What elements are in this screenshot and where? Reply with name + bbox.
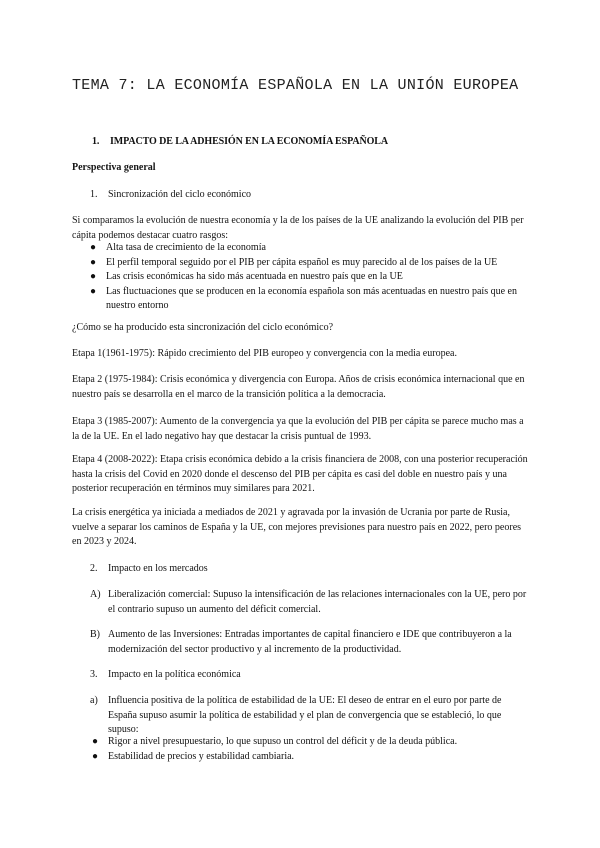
question-paragraph: ¿Cómo se ha producido esta sincronización del ciclo económico?	[72, 322, 334, 333]
etapa-1: Etapa 1(1961-1975): Rápido crecimiento del PIB europeo y convergencia con la media europea.	[72, 348, 457, 359]
numbered-heading-1	[90, 188, 251, 203]
etapa-2: Etapa 2 (1975-1984): Crisis económica y divergencia con Europa. Años de crisis económica internacional que en nuestro país se desarrolla en el marco de la transición política a la democracia.	[72, 374, 525, 400]
item-number: 3.	[90, 669, 98, 680]
list-item: ● Las crisis económicas ha sido más acentuada en nuestro país que en la UE	[88, 270, 530, 285]
bullet-icon: ●	[92, 736, 99, 747]
list-item: ● Estabilidad de precios y estabilidad cambiaria.	[90, 750, 532, 765]
lettered-item-a	[90, 694, 530, 738]
bullet-list-rasgos	[88, 241, 530, 314]
numbered-heading-3	[90, 668, 241, 683]
section-number: 1.	[92, 136, 100, 147]
section-heading-text: IMPACTO DE LA ADHESIÓN EN LA ECONOMÍA ESPAÑOLA	[110, 136, 388, 147]
bullet-icon: ●	[90, 256, 97, 268]
etapa-4: Etapa 4 (2008-2022): Etapa crisis económica debido a la crisis financiera de 2008, con una posterior recuperación hasta la crisis del Covid en 2020 donde el descenso del PIB per cápita es casi del doble en nuestro país y una posterior recuperación en términos muy similares para 2021.	[72, 454, 528, 494]
bullet-icon: ●	[90, 285, 97, 297]
list-item: ● Las fluctuaciones que se producen en la economía española son más acentuadas en nuestro país que en nuestro entorno	[90, 285, 517, 311]
item-text: Influencia positiva de la política de estabilidad de la UE: El deseo de entrar en el euro por parte de España supuso asumir la política de estabilidad y el plan de convergencia que se estableció, lo que supuso:	[108, 695, 502, 735]
list-item: ● Rigor a nivel presupuestario, lo que supuso un control del déficit y de la deuda pública.	[90, 735, 532, 750]
intro-paragraph: Si comparamos la evolución de nuestra economía y la de los países de la UE analizando la evolución del PIB per cápita podemos destacar cuatro rasgos:	[72, 215, 524, 241]
lettered-item-B	[90, 628, 530, 657]
lettered-item-A	[90, 588, 530, 617]
numbered-heading-2	[90, 562, 208, 577]
item-number: 1.	[90, 189, 98, 200]
bullet-icon: ●	[92, 750, 99, 762]
crisis-paragraph: La crisis energética ya iniciada a mediados de 2021 y agravada por la invasión de Ucrania por parte de Rusia, vuelve a separar los caminos de España y la UE, con mejores previsiones para nuestro país en 2022, pero peores en 2023 y 2024.	[72, 507, 522, 547]
item-label: Impacto en la política económica	[108, 669, 241, 680]
bullet-list-estabilidad	[90, 735, 532, 764]
etapa-3: Etapa 3 (1985-2007): Aumento de la convergencia ya que la evolución del PIB per cápita se parece mucho mas a la de la UE. En el lado negativo hay que destacar la crisis puntual de 1993.	[72, 416, 524, 442]
list-item: ● Alta tasa de crecimiento de la economía	[88, 241, 530, 256]
page-title: TEMA 7: LA ECONOMÍA ESPAÑOLA EN LA UNIÓN EUROPEA	[72, 77, 519, 94]
bullet-icon: ●	[90, 271, 97, 282]
subheading-perspectiva: Perspectiva general	[72, 162, 156, 173]
item-number: 2.	[90, 563, 98, 574]
item-text: Aumento de las Inversiones: Entradas importantes de capital financiero e IDE que contribuyeron a la modernización del sector productivo y al incremento de la productividad.	[108, 629, 512, 655]
item-marker: a)	[90, 695, 98, 706]
item-label: Sincronización del ciclo económico	[108, 189, 252, 200]
section-heading	[92, 136, 388, 147]
item-label: Impacto en los mercados	[108, 563, 208, 574]
item-marker: A)	[90, 589, 101, 600]
list-item: ● El perfil temporal seguido por el PIB per cápita español es muy parecido al de los países de la UE	[88, 256, 530, 271]
bullet-icon: ●	[90, 242, 97, 253]
item-marker: B)	[90, 629, 100, 640]
item-text: Liberalización comercial: Supuso la intensificación de las relaciones internacionales con la UE, pero por el contrario supuso un aumento del déficit comercial.	[108, 589, 527, 615]
